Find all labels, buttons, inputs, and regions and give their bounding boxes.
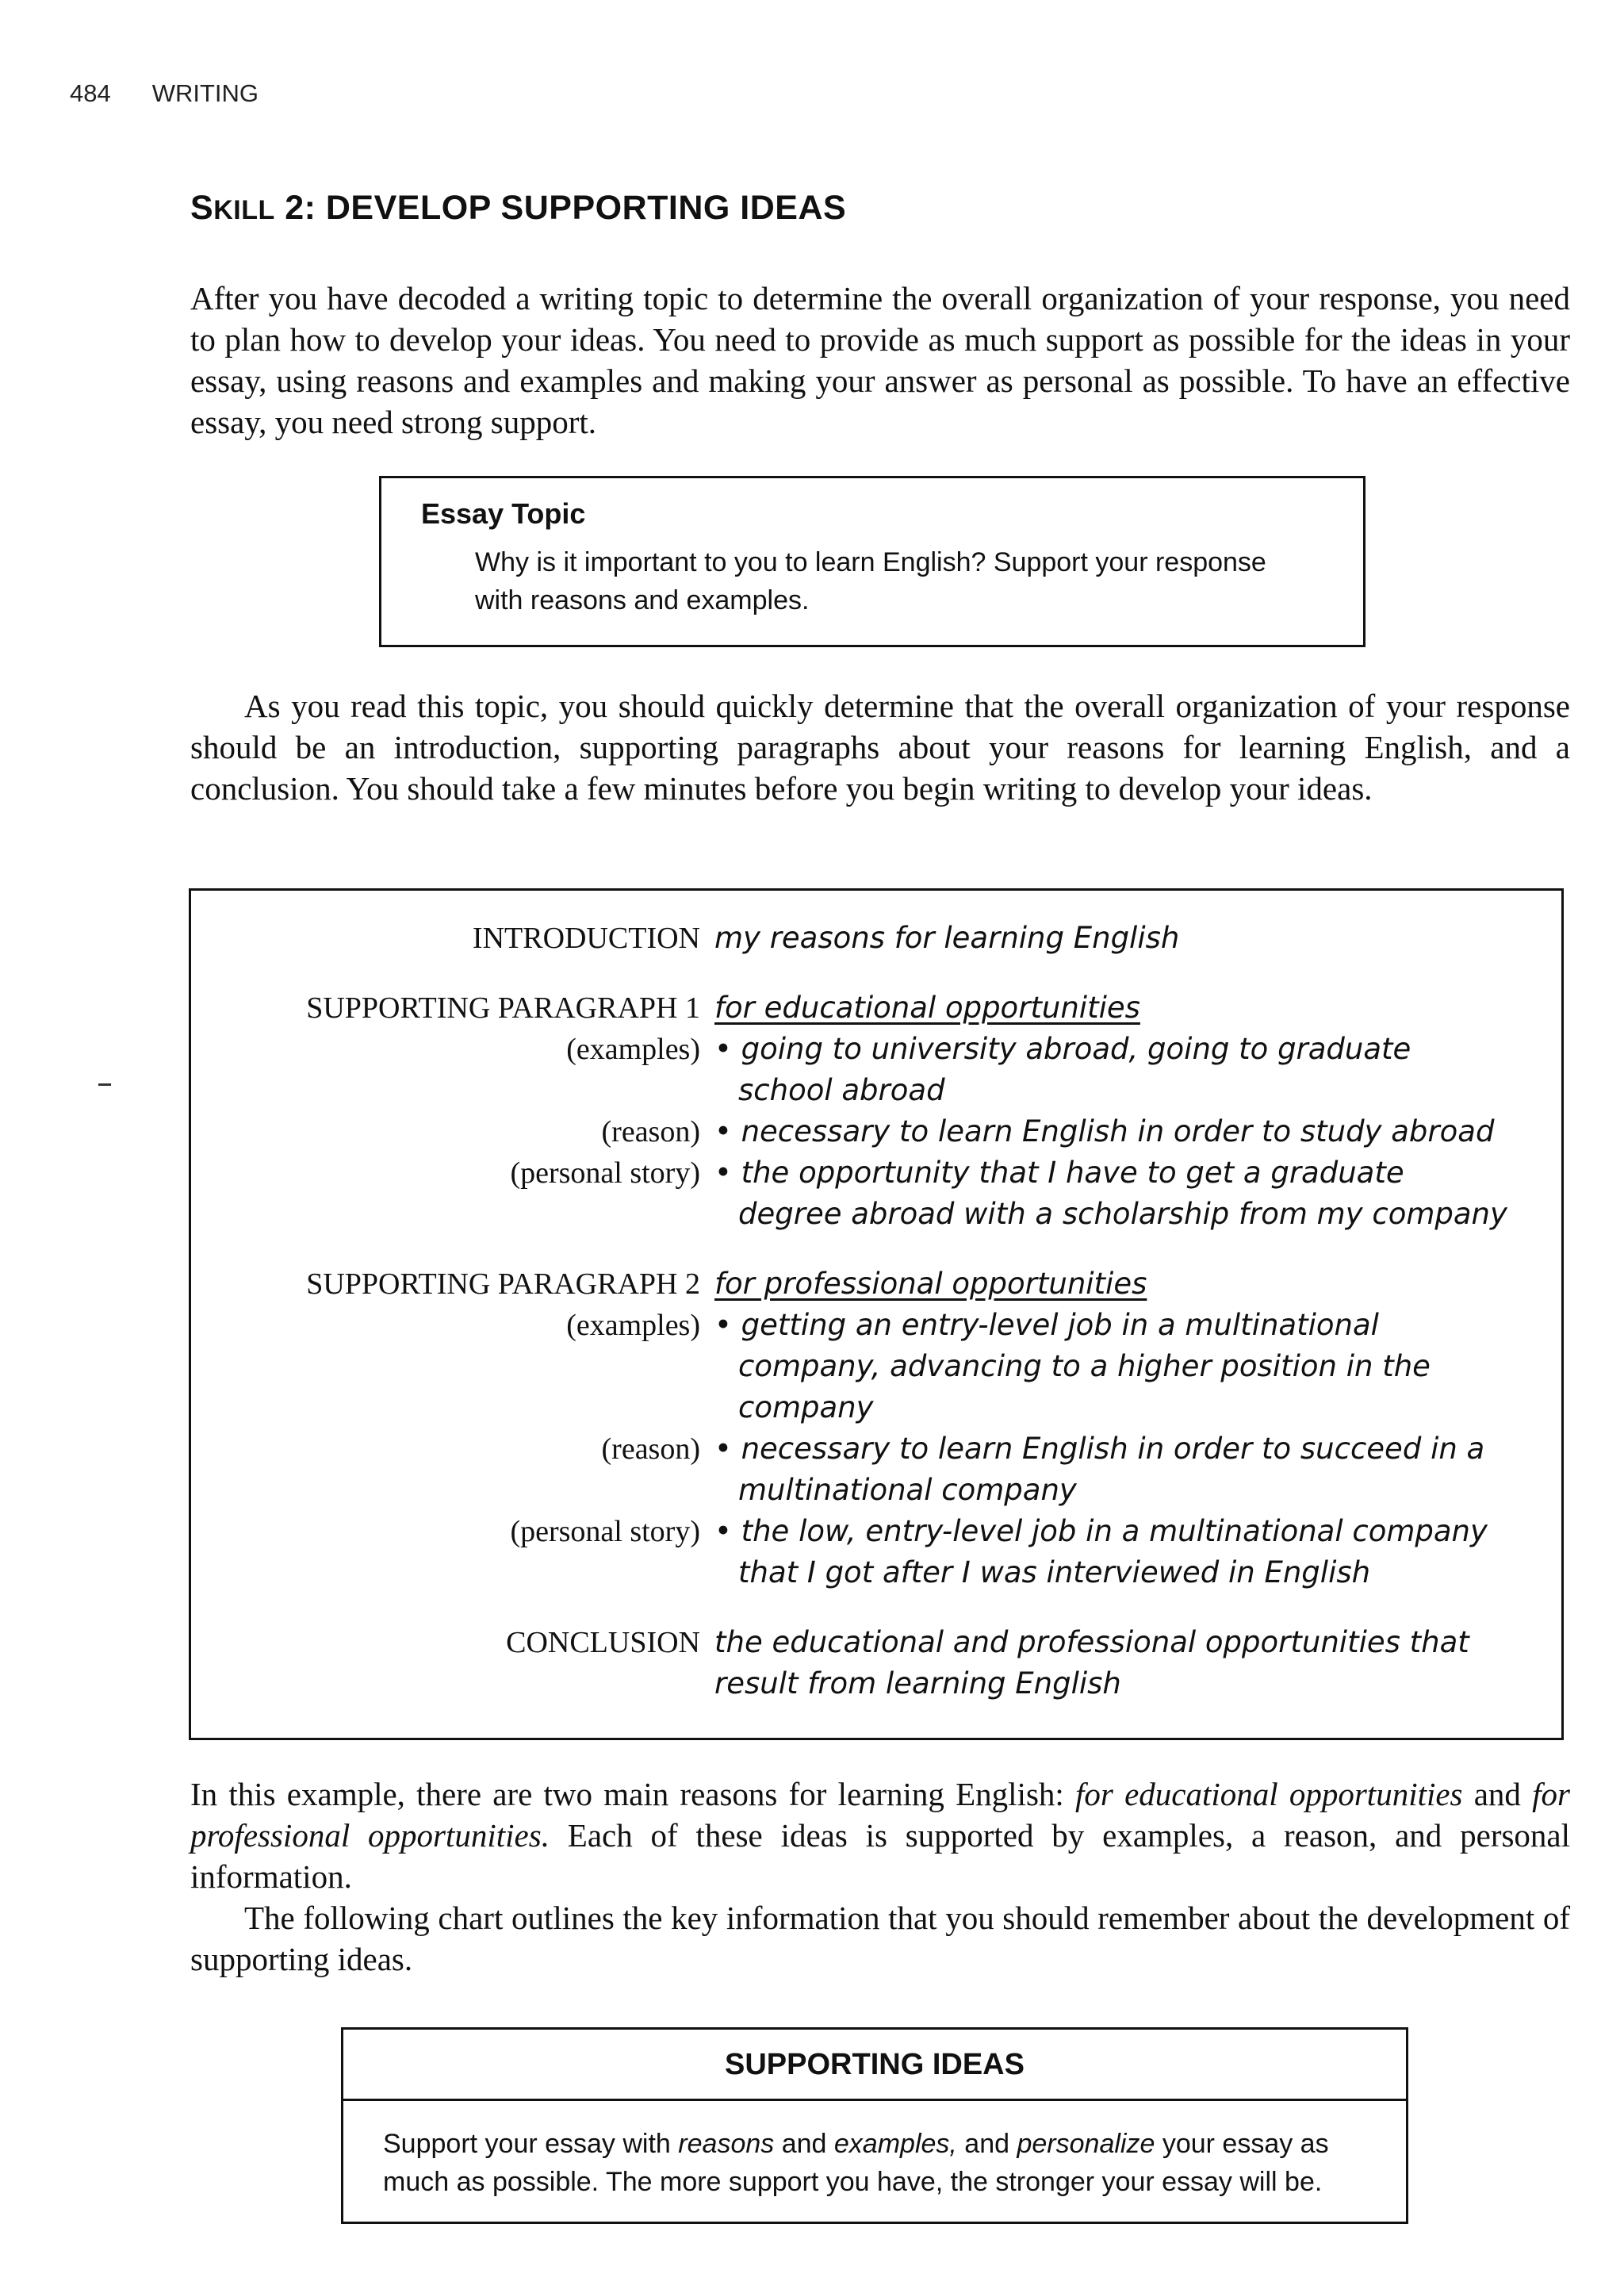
- sb-text-d: your essay as much as possible. The more support you have, the stronger your essay will be.: [383, 2129, 1329, 2197]
- sb-text-a: Support your essay with: [383, 2129, 679, 2159]
- outline-sp1-story-2: degree abroad with a scholarship from my company: [738, 1197, 1507, 1231]
- outline-sp2-text: for professional opportunities: [714, 1267, 1147, 1301]
- skill-prefix-rest: KILL: [213, 195, 275, 225]
- outline-sp2-examples-label: (examples): [566, 1309, 700, 1342]
- essay-topic-body: Why is it important to you to learn English? Support your response with reasons and examples.: [475, 547, 1266, 615]
- outline-sp2-examples-3: company: [738, 1390, 874, 1424]
- section-name: WRITING: [151, 79, 259, 107]
- outline-sp1-reason-1: • necessary to learn English in order to study abroad: [714, 1114, 1495, 1148]
- outline-label-introduction: INTRODUCTION: [472, 922, 700, 955]
- outline-sp1-examples-2: school abroad: [738, 1073, 945, 1107]
- supporting-ideas-box: [341, 2027, 1408, 2224]
- essay-topic-title: Essay Topic: [421, 497, 586, 530]
- outline-sp2-reason-2: multinational company: [738, 1473, 1077, 1507]
- sb-text-c: and: [956, 2129, 1017, 2159]
- outline-sp1-examples-label: (examples): [566, 1033, 700, 1066]
- sb-italic-personalize: personalize: [1017, 2129, 1155, 2159]
- margin-mark: [98, 1083, 111, 1086]
- outline-sp2-story-2: that I got after I was interviewed in English: [738, 1555, 1371, 1589]
- outline-conclusion-text-1: the educational and professional opportunities that: [714, 1625, 1469, 1659]
- intro-paragraph: After you have decoded a writing topic to determine the overall organization of your response, you need to plan how to develop your ideas. You need to provide as much support as possible for the ideas in your essay, using reasons and examples and making your answer as personal as possible. To have an effective essay, you need strong support.: [190, 280, 1570, 440]
- outline-label-conclusion: CONCLUSION: [506, 1626, 700, 1659]
- outline-sp2-story-1: • the low, entry-level job in a multinational company: [714, 1514, 1488, 1548]
- outline-label-sp1: SUPPORTING PARAGRAPH 1: [306, 991, 700, 1025]
- skill-heading: DEVELOP SUPPORTING IDEAS: [325, 189, 847, 227]
- sb-italic-reasons: reasons: [678, 2129, 775, 2159]
- outline-sp1-reason-label: (reason): [601, 1115, 700, 1148]
- summary-paragraph-2: The following chart outlines the key information that you should remember about the development of supporting ideas.: [190, 1900, 1570, 1977]
- outline-sp1-text: for educational opportunities: [714, 991, 1140, 1025]
- outline-sp2-reason-1: • necessary to learn English in order to succeed in a: [714, 1432, 1485, 1466]
- page-number: 484: [70, 79, 111, 107]
- outline-sp2-examples-1: • getting an entry-level job in a multinational: [714, 1308, 1379, 1342]
- skill-number: 2:: [285, 189, 316, 227]
- sb-text-b: and: [774, 2129, 834, 2159]
- summary-text-b: and: [1462, 1776, 1533, 1812]
- skill-prefix-first: S: [190, 189, 214, 227]
- topic-paragraph: As you read this topic, you should quickly determine that the overall organization of your response should be an introduction, supporting paragraphs about your reasons for learning English, and a conclusion. You should take a few minutes before you begin writing to develop your ideas.: [190, 688, 1570, 807]
- sb-italic-examples: examples,: [833, 2129, 957, 2159]
- supporting-ideas-title: SUPPORTING IDEAS: [343, 2030, 1406, 2101]
- outline-sp1-story-1: • the opportunity that I have to get a graduate: [714, 1156, 1404, 1190]
- summary-text-a: In this example, there are two main reasons for learning English:: [190, 1776, 1076, 1812]
- running-head: [70, 79, 259, 108]
- essay-topic-box: [379, 476, 1365, 647]
- summary-italic-2: for professional opportunities.: [190, 1776, 1570, 1854]
- outline-sp1-examples-1: • going to university abroad, going to graduate: [714, 1032, 1411, 1066]
- outline-sp1-story-label: (personal story): [510, 1156, 700, 1190]
- skill-title: [190, 189, 846, 228]
- summary-paragraph-1: [190, 1773, 1570, 1897]
- outline-sp2-reason-label: (reason): [601, 1432, 700, 1466]
- outline-conclusion-text-2: result from learning English: [714, 1666, 1121, 1700]
- summary-italic-1: for educational opportunities: [1075, 1776, 1463, 1812]
- outline-sp2-story-label: (personal story): [510, 1515, 700, 1548]
- outline-introduction-text: my reasons for learning English: [714, 921, 1180, 955]
- outline-sp2-examples-2: company, advancing to a higher position in the: [738, 1349, 1431, 1383]
- supporting-ideas-body: [383, 2125, 1382, 2201]
- outline-box: [189, 888, 1564, 1740]
- summary-text-c: Each of these ideas is supported by examples, a reason, and personal information.: [190, 1817, 1571, 1895]
- outline-label-sp2: SUPPORTING PARAGRAPH 2: [306, 1267, 700, 1301]
